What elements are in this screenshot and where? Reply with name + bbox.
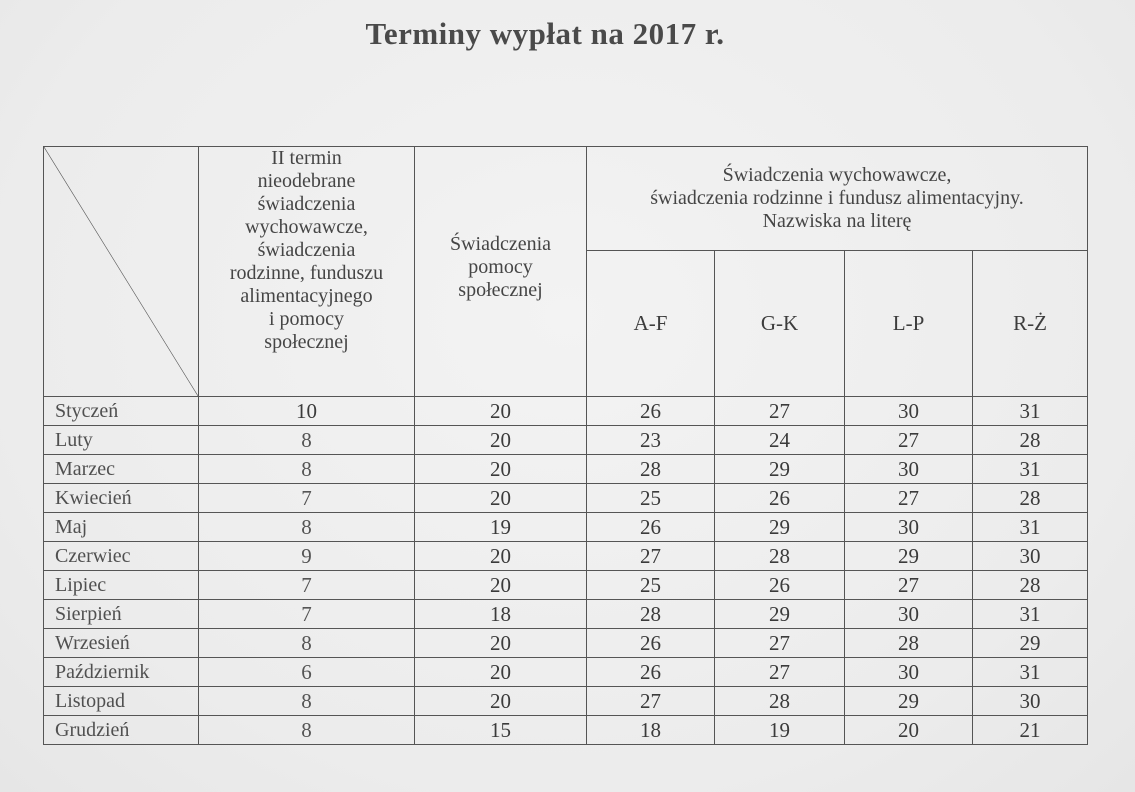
lp-cell: 20 [845,716,973,745]
second-term-cell: 10 [199,397,415,426]
header-second-term-line: II termin [271,147,342,169]
gk-cell: 27 [715,629,845,658]
header-second-term-line: rodzinne, funduszu [229,262,384,284]
second-term-cell: 8 [199,716,415,745]
diagonal-line [44,147,198,396]
af-cell: 28 [587,600,715,629]
header-second-term-line: alimentacyjnego [240,285,373,307]
gk-cell: 26 [715,484,845,513]
header-letter-lp: L-P [845,251,973,397]
lp-cell: 30 [845,513,973,542]
month-cell: Luty [44,426,199,455]
month-cell: Styczeń [44,397,199,426]
header-second-term-line: świadczenia [257,193,356,215]
second-term-cell: 8 [199,687,415,716]
af-cell: 26 [587,658,715,687]
header-benefits-line: świadczenia rodzinne i fundusz alimentacyjny. [650,187,1024,209]
second-term-cell: 8 [199,426,415,455]
second-term-cell: 7 [199,571,415,600]
gk-cell: 28 [715,687,845,716]
month-cell: Marzec [44,455,199,484]
rz-cell: 30 [973,542,1088,571]
rz-cell: 31 [973,600,1088,629]
social-aid-cell: 20 [415,571,587,600]
social-aid-cell: 20 [415,629,587,658]
payment-schedule-table [43,146,1088,745]
lp-cell: 30 [845,600,973,629]
gk-cell: 24 [715,426,845,455]
month-cell: Listopad [44,687,199,716]
gk-cell: 29 [715,600,845,629]
table-row [44,455,1088,484]
rz-cell: 29 [973,629,1088,658]
social-aid-cell: 15 [415,716,587,745]
social-aid-cell: 18 [415,600,587,629]
lp-cell: 29 [845,687,973,716]
af-cell: 25 [587,571,715,600]
lp-cell: 27 [845,571,973,600]
lp-cell: 28 [845,629,973,658]
social-aid-cell: 20 [415,484,587,513]
second-term-cell: 8 [199,455,415,484]
table-row [44,716,1088,745]
header-second-term-line: i pomocy [269,308,344,330]
af-cell: 18 [587,716,715,745]
header-second-term-line: nieodebrane [257,170,356,192]
month-cell: Kwiecień [44,484,199,513]
header-social-aid-line: społecznej [458,279,543,301]
page-title: Terminy wypłat na 2017 r. [365,16,725,51]
rz-cell: 31 [973,397,1088,426]
lp-cell: 29 [845,542,973,571]
table-row [44,397,1088,426]
af-cell: 23 [587,426,715,455]
header-letter-rz: R-Ż [973,251,1088,397]
month-cell: Czerwiec [44,542,199,571]
lp-cell: 30 [845,397,973,426]
table-row [44,426,1088,455]
header-social-aid [415,147,587,397]
rz-cell: 28 [973,571,1088,600]
month-cell: Wrzesień [44,629,199,658]
af-cell: 25 [587,484,715,513]
header-letter-gk: G-K [715,251,845,397]
social-aid-cell: 19 [415,513,587,542]
second-term-cell: 8 [199,513,415,542]
social-aid-cell: 20 [415,397,587,426]
month-cell: Październik [44,658,199,687]
rz-cell: 31 [973,513,1088,542]
second-term-cell: 7 [199,484,415,513]
header-benefits-line: Świadczenia wychowawcze, [722,164,952,186]
second-term-cell: 9 [199,542,415,571]
month-cell: Sierpień [44,600,199,629]
social-aid-cell: 20 [415,687,587,716]
gk-cell: 28 [715,542,845,571]
rz-cell: 21 [973,716,1088,745]
social-aid-cell: 20 [415,542,587,571]
header-letter-af: A-F [587,251,715,397]
second-term-cell: 6 [199,658,415,687]
second-term-cell: 8 [199,629,415,658]
af-cell: 27 [587,542,715,571]
social-aid-cell: 20 [415,658,587,687]
rz-cell: 28 [973,484,1088,513]
af-cell: 26 [587,513,715,542]
header-social-aid-line: pomocy [468,256,533,278]
header-second-term-line: świadczenia [257,239,356,261]
corner-cell [44,147,199,397]
table-row [44,571,1088,600]
gk-cell: 27 [715,658,845,687]
header-second-term-line: wychowawcze, [245,216,368,238]
header-second-term-line: społecznej [264,331,349,353]
table-row [44,658,1088,687]
rz-cell: 31 [973,658,1088,687]
lp-cell: 27 [845,426,973,455]
social-aid-cell: 20 [415,455,587,484]
header-second-term [199,147,415,397]
social-aid-cell: 20 [415,426,587,455]
af-cell: 27 [587,687,715,716]
header-social-aid-line: Świadczenia [449,233,552,255]
rz-cell: 31 [973,455,1088,484]
second-term-cell: 7 [199,600,415,629]
gk-cell: 27 [715,397,845,426]
month-cell: Grudzień [44,716,199,745]
table-row [44,600,1088,629]
table-row [44,629,1088,658]
lp-cell: 30 [845,455,973,484]
af-cell: 26 [587,397,715,426]
table-row [44,687,1088,716]
month-cell: Lipiec [44,571,199,600]
gk-cell: 26 [715,571,845,600]
header-benefits-group [587,147,1088,251]
month-cell: Maj [44,513,199,542]
gk-cell: 29 [715,455,845,484]
table-row [44,513,1088,542]
header-benefits-line: Nazwiska na literę [762,210,912,232]
lp-cell: 27 [845,484,973,513]
rz-cell: 30 [973,687,1088,716]
gk-cell: 19 [715,716,845,745]
table-row [44,484,1088,513]
rz-cell: 28 [973,426,1088,455]
lp-cell: 30 [845,658,973,687]
table-row [44,542,1088,571]
af-cell: 28 [587,455,715,484]
af-cell: 26 [587,629,715,658]
gk-cell: 29 [715,513,845,542]
